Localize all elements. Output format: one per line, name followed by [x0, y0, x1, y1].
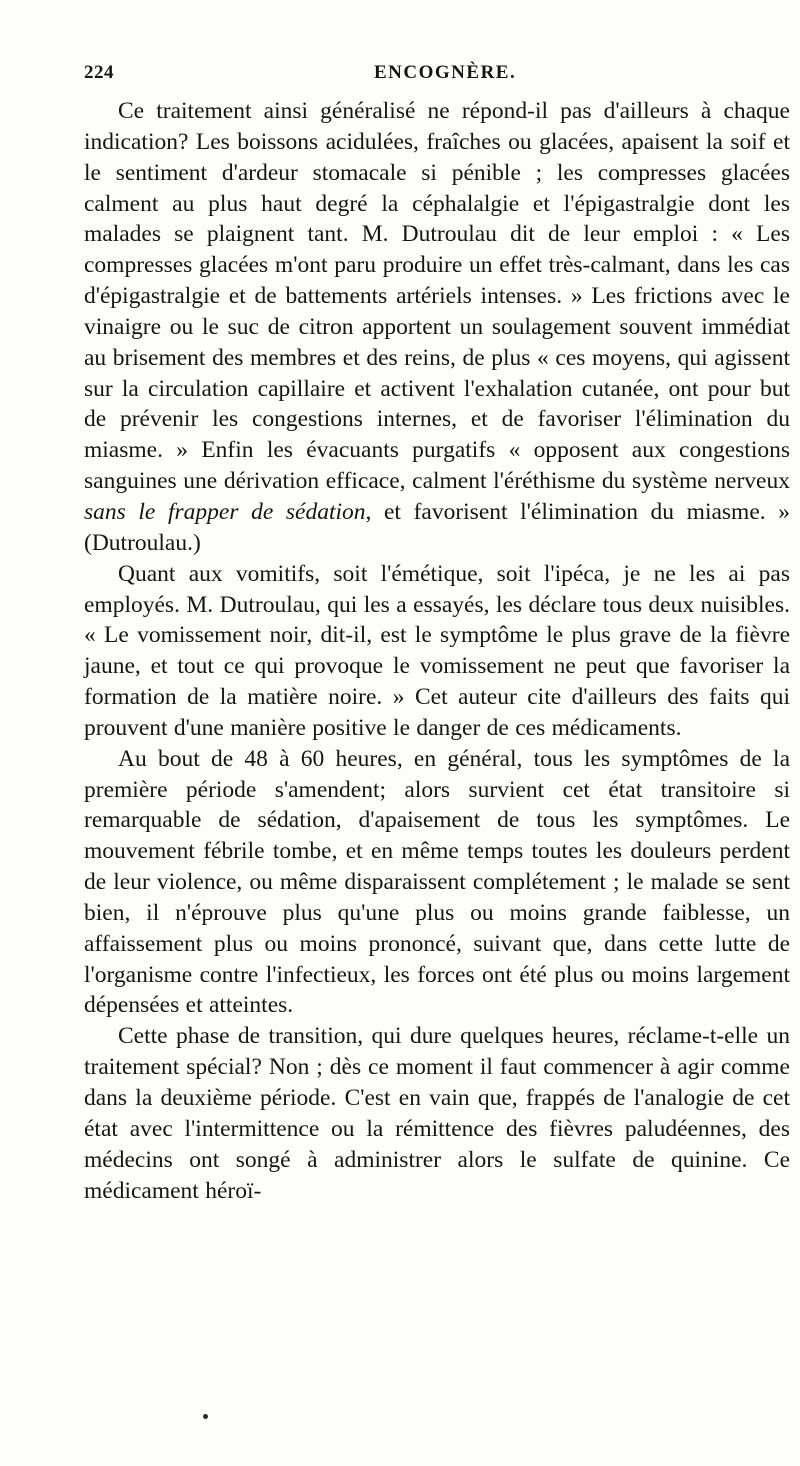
paragraph-treatment — [84, 96, 790, 559]
italic-phrase: sans le frapper de sédation — [84, 498, 366, 525]
running-title: ENCOGNÈRE. — [374, 62, 517, 83]
body-text — [84, 96, 790, 1206]
paragraph-vomitifs: Quant aux vomitifs, soit l'émétique, soit l'ipéca, je ne les ai pas employés. M. Dutroulau, qui les a essayés, les déclare tous deux nuisibles. « Le vomissement noir, dit-il, est le symptôme le plus grave de la fièvre jaune, et tout ce qui provoque le vomissement ne peut que favoriser la formation de la matière noire. » Cet auteur cite d'ailleurs des faits qui prouvent d'une manière positive le danger de ces médicaments. — [84, 560, 790, 741]
paragraph-treatment-text-end: , et favorisent l'élimination du miasme. » (Dutroulau.) — [84, 498, 790, 556]
page-number: 224 — [84, 62, 114, 83]
paragraph-transition: Cette phase de transition, qui dure quelques heures, réclame-t-elle un traitement spécial? Non ; dès ce moment il faut commencer à agir comme dans la deuxième période. C'est en vain que, frappés de l'analogie de cet état avec l'intermittence ou la rémittence des fièvres paludéennes, des médecins ont songé à administrer alors le sulfate de quinine. Ce médicament héroï- — [84, 1023, 790, 1204]
ink-speck — [203, 1414, 208, 1419]
running-header — [84, 62, 784, 86]
paragraph-symptoms: Au bout de 48 à 60 heures, en général, tous les symptômes de la première période s'amendent; alors survient cet état transitoire si remarquable de sédation, d'apaisement de tous les symptômes. Le mouvement fébrile tombe, et en même temps toutes les douleurs perdent de leur violence, ou même disparaissent complétement ; le malade se sent bien, il n'éprouve plus qu'une plus ou moins grande faiblesse, un affaissement plus ou moins prononcé, suivant que, dans cette lutte de l'organisme contre l'infectieux, les forces ont été plus ou moins largement dépensées et atteintes. — [84, 745, 790, 1019]
paragraph-treatment-text: Ce traitement ainsi généralisé ne répond-il pas d'ailleurs à chaque indication? Les boissons acidulées, fraîches ou glacées, apaisent la soif et le sentiment d'ardeur stomacale si pénible ; les compresses glacées calment au plus haut degré la céphalalgie et l'épigastralgie dont les malades se plaignent tant. M. Dutroulau dit de leur emploi : « Les compresses glacées m'ont paru produire un effet très-calmant, dans les cas d'épigastralgie et de battements artériels intenses. » Les frictions avec le vinaigre ou le suc de citron apportent un soulagement souvent immédiat au brisement des membres et des reins, de plus « ces moyens, qui agissent sur la circulation capillaire et activent l'exhalation cutanée, ont pour but de prévenir les congestions internes, et de favoriser l'élimination du miasme. » Enfin les évacuants purgatifs « opposent aux congestions sanguines une dérivation efficace, calment l'éréthisme du système nerveux — [84, 98, 790, 495]
